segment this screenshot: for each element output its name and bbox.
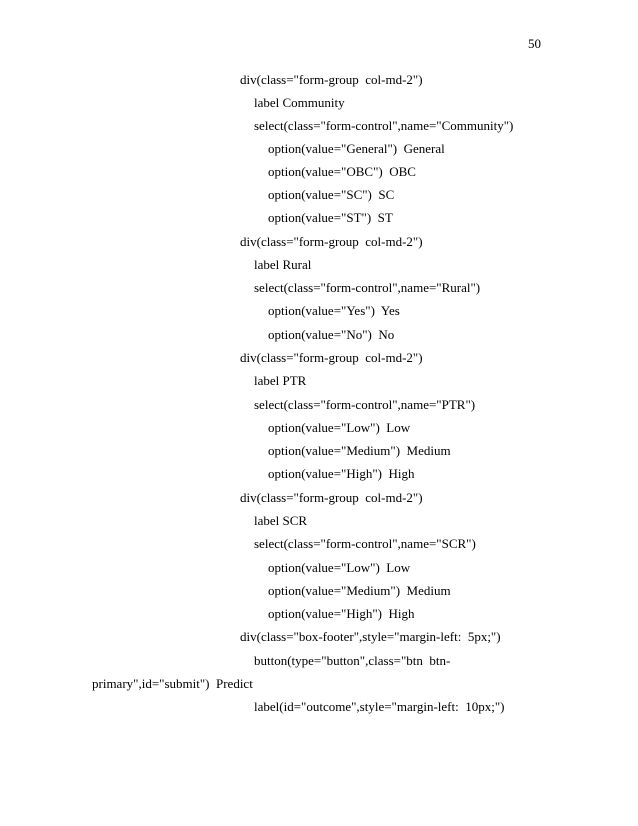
code-line: select(class="form-control",name="PTR") — [254, 397, 476, 412]
code-line: label Community — [254, 95, 345, 110]
code-line: label Rural — [254, 257, 312, 272]
code-line: option(value="Low") Low — [268, 560, 411, 575]
code-line: option(value="SC") SC — [268, 187, 395, 202]
code-line: option(value="OBC") OBC — [268, 164, 416, 179]
code-line: option(value="No") No — [268, 327, 395, 342]
code-line: option(value="High") High — [268, 606, 415, 621]
code-line: option(value="Medium") Medium — [268, 583, 451, 598]
code-line: option(value="Yes") Yes — [268, 303, 400, 318]
code-line: primary",id="submit") Predict — [92, 676, 253, 691]
code-line: option(value="Low") Low — [268, 420, 411, 435]
code-line: label PTR — [254, 373, 307, 388]
code-line: div(class="form-group col-md-2") — [240, 350, 423, 365]
code-line: div(class="box-footer",style="margin-left: 5px;") — [240, 629, 501, 644]
code-line: div(class="form-group col-md-2") — [240, 490, 423, 505]
code-line: option(value="General") General — [268, 141, 445, 156]
code-line: label(id="outcome",style="margin-left: 10px;") — [254, 699, 505, 714]
code-line: div(class="form-group col-md-2") — [240, 234, 423, 249]
code-line: select(class="form-control",name="SCR") — [254, 536, 476, 551]
code-line: select(class="form-control",name="Rural") — [254, 280, 481, 295]
code-line: option(value="ST") ST — [268, 210, 393, 225]
code-line: label SCR — [254, 513, 308, 528]
code-line: option(value="High") High — [268, 466, 415, 481]
page-number: 50 — [528, 36, 541, 51]
code-line: select(class="form-control",name="Community") — [254, 118, 514, 133]
code-line: button(type="button",class="btn btn- — [254, 653, 451, 668]
code-line: option(value="Medium") Medium — [268, 443, 451, 458]
code-line: div(class="form-group col-md-2") — [240, 72, 423, 87]
